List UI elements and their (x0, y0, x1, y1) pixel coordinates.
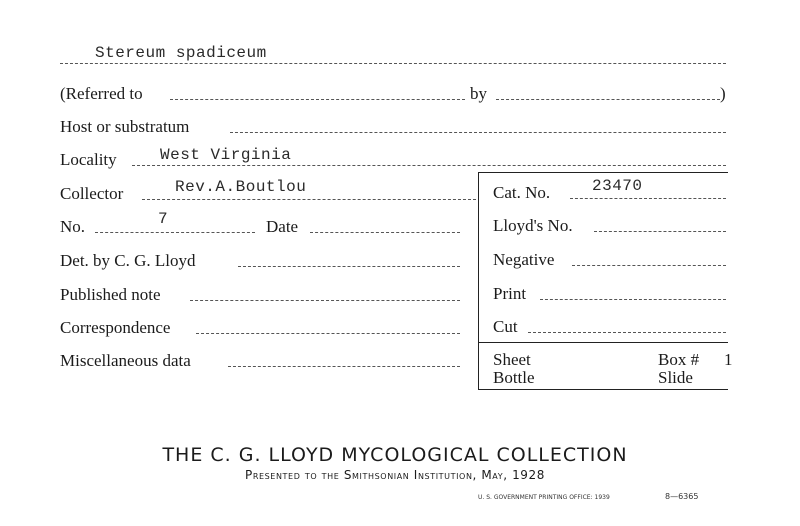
lloyds-no-label: Lloyd's No. (493, 216, 573, 235)
collection-title: THE C. G. LLOYD MYCOLOGICAL COLLECTION (162, 444, 628, 466)
cut-label: Cut (493, 317, 518, 336)
misc-label: Miscellaneous data (60, 351, 191, 370)
locality-value: West Virginia (160, 146, 292, 164)
cat-no-label: Cat. No. (493, 183, 551, 202)
referred-to-line (170, 99, 465, 100)
cat-no-line (570, 198, 726, 199)
collection-subtitle: Presented to the Smithsonian Institution, May, 1928 (244, 468, 546, 482)
catalog-box-left-border (478, 172, 479, 390)
date-line (310, 232, 460, 233)
bottle-label: Bottle (493, 368, 535, 387)
catalog-box-top-border (478, 172, 728, 173)
collector-value: Rev.A.Boutlou (175, 178, 307, 196)
box-label: Box # (658, 350, 700, 369)
by-line (496, 99, 720, 100)
printer-imprint: U. S. GOVERNMENT PRINTING OFFICE: 1939 (478, 494, 610, 501)
box-value: 1 (724, 350, 733, 369)
no-line (95, 232, 255, 233)
correspondence-label: Correspondence (60, 318, 171, 337)
sheet-label: Sheet (493, 350, 531, 369)
cut-line (528, 332, 726, 333)
lloyds-no-line (594, 231, 726, 232)
published-line (190, 300, 460, 301)
correspondence-line (196, 333, 460, 334)
catalog-box-divider (478, 342, 728, 343)
print-line (540, 299, 726, 300)
catalog-box-bottom-border (478, 389, 728, 390)
misc-line (228, 366, 460, 367)
locality-label: Locality (60, 150, 117, 169)
host-line (230, 132, 726, 133)
species-line (60, 63, 726, 64)
published-label: Published note (60, 285, 161, 304)
print-label: Print (493, 284, 527, 303)
form-code: 8—6365 (665, 492, 699, 501)
species-name: Stereum spadiceum (95, 44, 267, 62)
no-label: No. (60, 217, 86, 236)
det-line (238, 266, 460, 267)
referred-to-label: (Referred to (60, 84, 143, 103)
det-label: Det. by C. G. Lloyd (60, 251, 196, 270)
host-label: Host or substratum (60, 117, 190, 136)
negative-label: Negative (493, 250, 555, 269)
locality-line (132, 165, 726, 166)
cat-no-value: 23470 (592, 177, 643, 195)
negative-line (572, 265, 726, 266)
collector-line (142, 199, 476, 200)
date-label: Date (266, 217, 299, 236)
close-paren: ) (720, 84, 726, 103)
by-label: by (470, 84, 487, 103)
no-value: 7 (158, 210, 169, 228)
collector-label: Collector (60, 184, 124, 203)
slide-label: Slide (658, 368, 693, 387)
